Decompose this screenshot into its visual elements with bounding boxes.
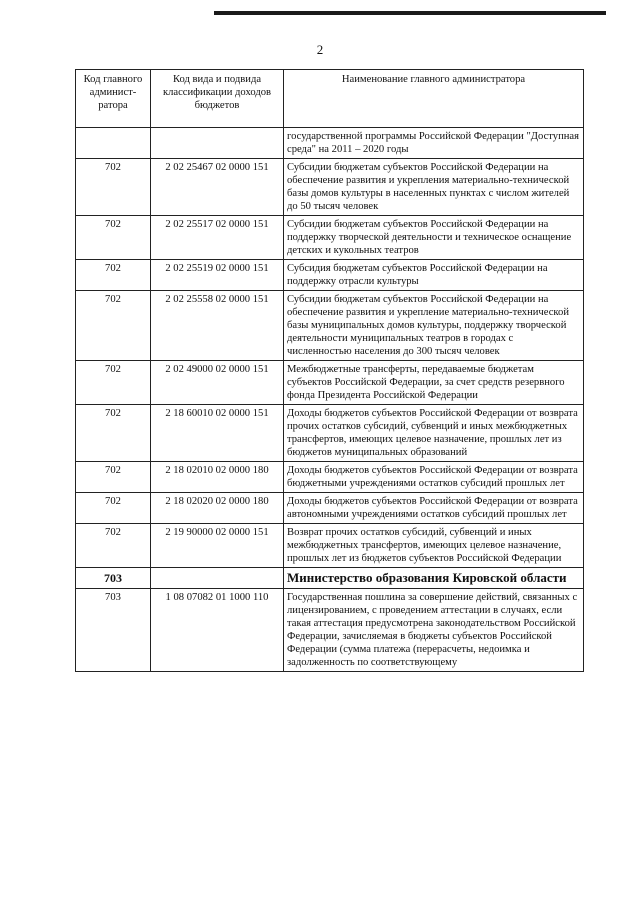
admin-name-cell: Государственная пошлина за совершение действий, связанных с лицензированием, с проведением аттестации в случаях, если такая аттестация предусмотрена законодательством Российской Федерации, зачисляемая в бюджеты субъектов Российской Федерации (сумма платежа (перерасчеты, недоимка и задолженность по соответствующему <box>284 589 584 672</box>
table-row <box>76 260 584 291</box>
revenue-code-cell: 2 18 02020 02 0000 180 <box>151 493 284 524</box>
admin-name-cell: государственной программы Российской Федерации "Доступная среда" на 2011 – 2020 годы <box>284 128 584 159</box>
admin-code-cell: 702 <box>76 524 151 568</box>
table-row <box>76 216 584 260</box>
revenue-code-cell: 2 02 25517 02 0000 151 <box>151 216 284 260</box>
revenue-code-cell <box>151 568 284 589</box>
table-row <box>76 462 584 493</box>
table-row <box>76 128 584 159</box>
header-revenue-code: Код вида и подвида классификации доходов бюджетов <box>151 70 284 128</box>
header-admin-name: Наименование главного администратора <box>284 70 584 128</box>
table-row <box>76 589 584 672</box>
revenue-code-cell: 2 18 60010 02 0000 151 <box>151 405 284 462</box>
table-row <box>76 405 584 462</box>
admin-name-cell: Субсидии бюджетам субъектов Российской Федерации на поддержку творческой деятельности и техническое оснащение детских и кукольных театров <box>284 216 584 260</box>
admin-code-cell: 702 <box>76 216 151 260</box>
admin-name-cell: Возврат прочих остатков субсидий, субвенций и иных межбюджетных трансфертов, имеющих целевое назначение, прошлых лет из бюджетов субъектов Российской Федерации <box>284 524 584 568</box>
admin-name-cell: Министерство образования Кировской области <box>284 568 584 589</box>
admin-name-cell: Межбюджетные трансферты, передаваемые бюджетам субъектов Российской Федерации, за счет средств резервного фонда Президента Российской Федерации <box>284 361 584 405</box>
admin-code-cell: 702 <box>76 462 151 493</box>
table-row <box>76 524 584 568</box>
revenue-code-cell: 2 02 25467 02 0000 151 <box>151 159 284 216</box>
admin-code-cell: 702 <box>76 291 151 361</box>
admin-name-cell: Субсидия бюджетам субъектов Российской Федерации на поддержку отрасли культуры <box>284 260 584 291</box>
revenue-code-cell: 2 18 02010 02 0000 180 <box>151 462 284 493</box>
page-number: 2 <box>316 42 324 57</box>
admin-code-cell: 702 <box>76 405 151 462</box>
table-row <box>76 361 584 405</box>
admin-name-cell: Субсидии бюджетам субъектов Российской Федерации на обеспечение развития и укрепления материально-технической базы домов культуры в населенных пунктах с числом жителей до 50 тысяч человек <box>284 159 584 216</box>
admin-code-cell: 702 <box>76 260 151 291</box>
admin-name-cell: Доходы бюджетов субъектов Российской Федерации от возврата прочих остатков субсидий, субвенций и иных межбюджетных трансфертов, имеющих целевое назначение, прошлых лет из бюджетов муниципальных образований <box>284 405 584 462</box>
table-row <box>76 568 584 589</box>
revenue-table <box>75 69 584 672</box>
admin-name-cell: Субсидии бюджетам субъектов Российской Федерации на обеспечение развития и укрепление материально-технической базы муниципальных домов культуры, поддержку творческой деятельности муниципальных театров в городах с численностью населения до 300 тысяч человек <box>284 291 584 361</box>
revenue-code-cell: 1 08 07082 01 1000 110 <box>151 589 284 672</box>
revenue-code-cell: 2 02 25519 02 0000 151 <box>151 260 284 291</box>
admin-name-cell: Доходы бюджетов субъектов Российской Федерации от возврата автономными учреждениями остатков субсидий прошлых лет <box>284 493 584 524</box>
revenue-code-cell: 2 02 25558 02 0000 151 <box>151 291 284 361</box>
admin-code-cell <box>76 128 151 159</box>
revenue-code-cell: 2 19 90000 02 0000 151 <box>151 524 284 568</box>
header-admin-code: Код главного админист-ратора <box>76 70 151 128</box>
admin-name-cell: Доходы бюджетов субъектов Российской Федерации от возврата бюджетными учреждениями остатков субсидий прошлых лет <box>284 462 584 493</box>
table-row <box>76 493 584 524</box>
admin-code-cell: 702 <box>76 159 151 216</box>
table-header-row <box>76 70 584 128</box>
admin-code-cell: 703 <box>76 589 151 672</box>
table-row <box>76 291 584 361</box>
table-row <box>76 159 584 216</box>
admin-code-cell: 703 <box>76 568 151 589</box>
admin-code-cell: 702 <box>76 361 151 405</box>
top-rule <box>214 11 606 15</box>
revenue-code-cell <box>151 128 284 159</box>
revenue-code-cell: 2 02 49000 02 0000 151 <box>151 361 284 405</box>
admin-code-cell: 702 <box>76 493 151 524</box>
